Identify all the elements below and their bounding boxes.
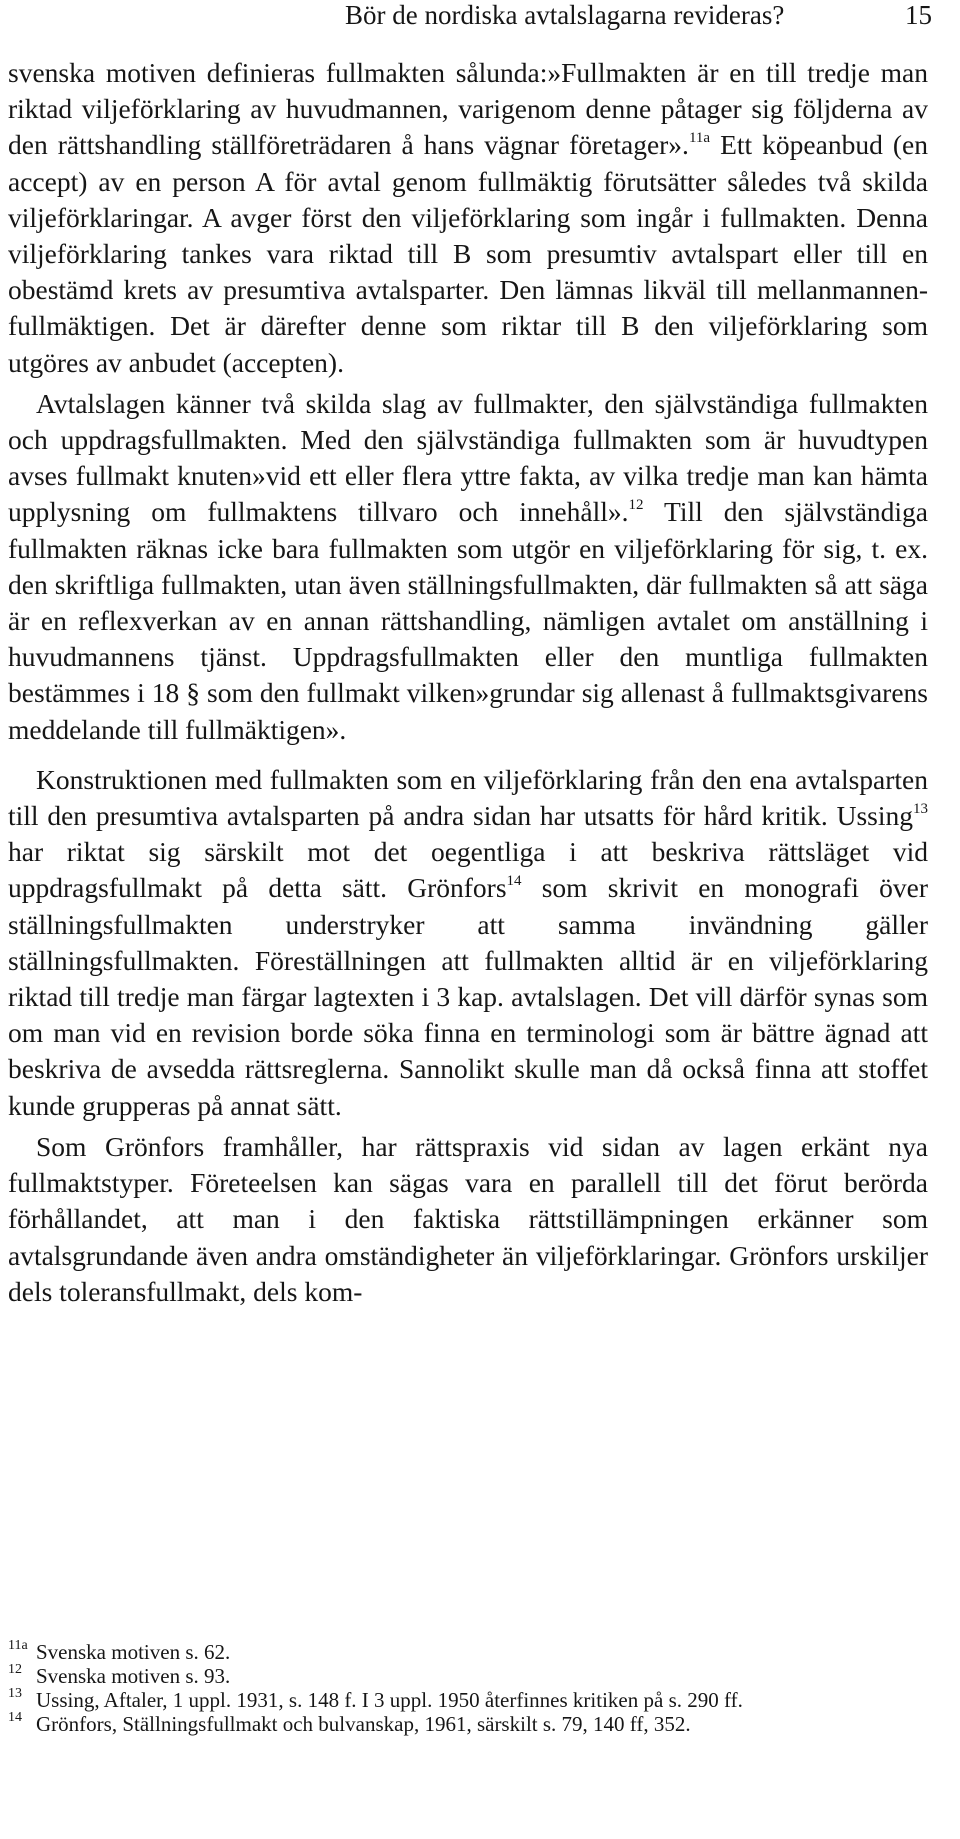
footnote-reference: 11a bbox=[688, 130, 711, 147]
text-run: Ett köpeanbud (en accept) av en person A för avtal genom fullmäktig förutsätter således två skilda viljeförklaringar. A avger först den viljeförklaring som ingår i fullmakten. Denna viljeförklaring tankes vara riktad till B som presumtiv avtalspart eller till en obestämd krets av presumtiva avtalsparter. Den lämnas likväl till mellanmannen-fullmäktigen. Det är därefter denne som riktar till B den viljeförklaring som utgöres av anbudet (accepten). bbox=[8, 129, 928, 378]
text-run: svenska motiven definieras fullmakten sålunda:»Fullmakten är en till tredje man riktad viljeförklaring av huvudmannen, varigenom denne påtager sig följderna av den rättshandling ställföreträdaren å hans vägnar företager». bbox=[8, 57, 928, 161]
text-run: Till den självständiga fullmakten räknas icke bara fullmakten som utgör en viljeförklaring för sig, t. ex. den skriftliga fullmakten, utan även ställningsfullmakten, där fullmakten så att säga är en reflexverkan av en annan rättshandling, nämligen avtalet om anställning i huvudmannens tjänst. Uppdragsfullmakten eller den muntliga fullmakten bestämmes i 18 § som den fullmakt vilken»grundar sig allenast å fullmaktsgivarens meddelande till fullmäktigen». bbox=[8, 496, 929, 745]
text-run: Avtalslagen känner två skilda slag av fullmakter, den självständiga fullmakten och uppdragsfullmakten. Med den självständiga fullmakten som är huvudtypen avses fullmakt knuten»vid ett eller flera yttre fakta, av vilka tredje man kan hämta upplysning om fullmaktens tillvaro och innehåll». bbox=[8, 387, 928, 528]
footnote bbox=[8, 1712, 928, 1736]
paragraph bbox=[8, 762, 928, 1124]
footnote bbox=[8, 1688, 928, 1712]
footnotes bbox=[8, 1640, 928, 1736]
footnote-text: Svenska motiven s. 93. bbox=[36, 1664, 231, 1688]
paragraph bbox=[8, 55, 928, 381]
page-number: 15 bbox=[905, 0, 932, 30]
paragraph bbox=[8, 1129, 928, 1310]
running-header bbox=[0, 0, 960, 40]
footnote-mark: 12 bbox=[8, 1662, 22, 1677]
footnote-mark: 11a bbox=[8, 1638, 28, 1653]
paragraph bbox=[8, 386, 928, 748]
text-run: har riktat sig särskilt mot det oegentliga i att beskriva rättsläget vid uppdragsfullmakt på detta sätt. Grönfors bbox=[8, 836, 928, 904]
text-run: Konstruktionen med fullmakten som en viljeförklaring från den ena avtalsparten till den presumtiva avtalsparten på andra sidan har utsatts för hård kritik. Ussing bbox=[8, 763, 928, 832]
footnote-reference: 14 bbox=[506, 873, 522, 890]
footnote-reference: 13 bbox=[913, 801, 928, 818]
footnote bbox=[8, 1640, 928, 1664]
footnote-mark: 13 bbox=[8, 1686, 22, 1701]
text-run: som skrivit en monografi över ställningsfullmakten understryker att samma invändning gäller ställningsfullmakten. Föreställningen att fullmakten alltid är en viljeförklaring riktad till tredje man färgar lagtexten i 3 kap. avtalslagen. Det vill därför synas som om man vid en revision borde söka finna en terminologi som är bättre ägnad att beskriva de avsedda rättsreglerna. Sannolikt skulle man då också finna att stoffet kunde grupperas på annat sätt. bbox=[8, 872, 928, 1121]
footnote-text: Svenska motiven s. 62. bbox=[36, 1640, 231, 1664]
footnote-text: Grönfors, Ställningsfullmakt och bulvanskap, 1961, särskilt s. 79, 140 ff, 352. bbox=[36, 1712, 691, 1736]
footnote-text: Ussing, Aftaler, 1 uppl. 1931, s. 148 f. I 3 uppl. 1950 återfinnes kritiken på s. 290 ff. bbox=[36, 1688, 743, 1712]
running-title: Bör de nordiska avtalslagarna revideras? bbox=[345, 0, 785, 30]
text-run: Som Grönfors framhåller, har rättspraxis vid sidan av lagen erkänt nya fullmaktstyper. Företeelsen kan sägas vara en parallell till det förut berörda förhållandet, att man i den faktiska rättstillämpningen erkänner som avtalsgrundande även andra omständigheter än viljeförklaringar. Grönfors urskiljer dels toleransfullmakt, dels kom- bbox=[8, 1130, 928, 1307]
body-text bbox=[8, 55, 928, 1310]
footnote-reference: 12 bbox=[628, 497, 644, 514]
footnote-mark: 14 bbox=[8, 1710, 22, 1725]
footnote bbox=[8, 1664, 928, 1688]
